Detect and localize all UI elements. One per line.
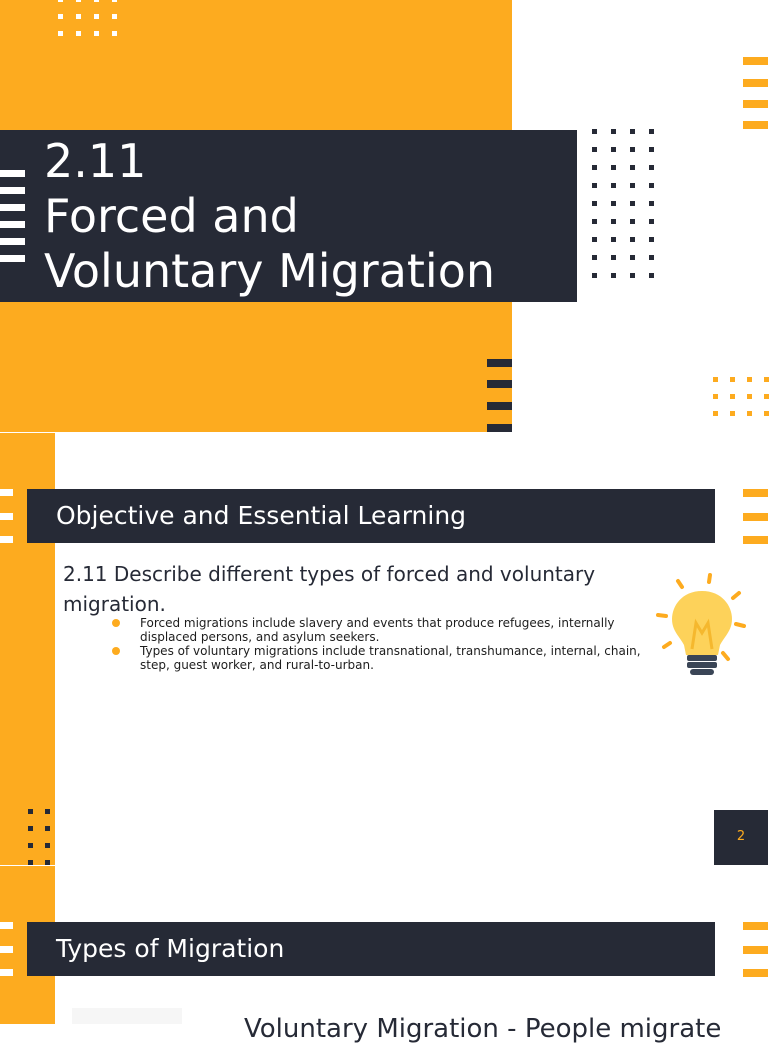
bullet-dot	[112, 647, 120, 655]
list-item: Forced migrations include slavery and events that produce refugees, internally displaced persons, and asylum seekers.	[112, 616, 672, 644]
section-title: Objective and Essential Learning	[56, 501, 467, 530]
slide-title	[44, 134, 495, 299]
dot-pattern	[592, 129, 654, 278]
slide-3	[0, 866, 768, 1044]
section-title: Types of Migration	[56, 934, 285, 963]
page-number: 2	[736, 829, 746, 844]
section-header	[27, 489, 715, 543]
section-header	[27, 922, 715, 976]
dot-pattern	[58, 0, 117, 36]
list-item: Types of voluntary migrations include transnational, transhumance, internal, chain, step, guest worker, and rural-to-urban.	[112, 644, 672, 672]
image-placeholder	[72, 1008, 182, 1024]
objective-text: 2.11 Describe different types of forced and voluntary migration.	[63, 562, 596, 616]
bullet-dot	[112, 619, 120, 627]
bullet-list	[112, 616, 672, 672]
lightbulb-icon	[652, 571, 752, 681]
title-number: 2.11	[44, 134, 147, 188]
body-text: Voluntary Migration - People migrate	[244, 1014, 722, 1044]
dot-pattern	[713, 377, 769, 416]
slide-2	[0, 433, 768, 865]
title-line-2: Voluntary Migration	[44, 244, 495, 298]
slide-1	[0, 0, 768, 432]
page-number-box	[714, 810, 768, 865]
title-line-1: Forced and	[44, 189, 299, 243]
dot-pattern	[28, 809, 50, 865]
